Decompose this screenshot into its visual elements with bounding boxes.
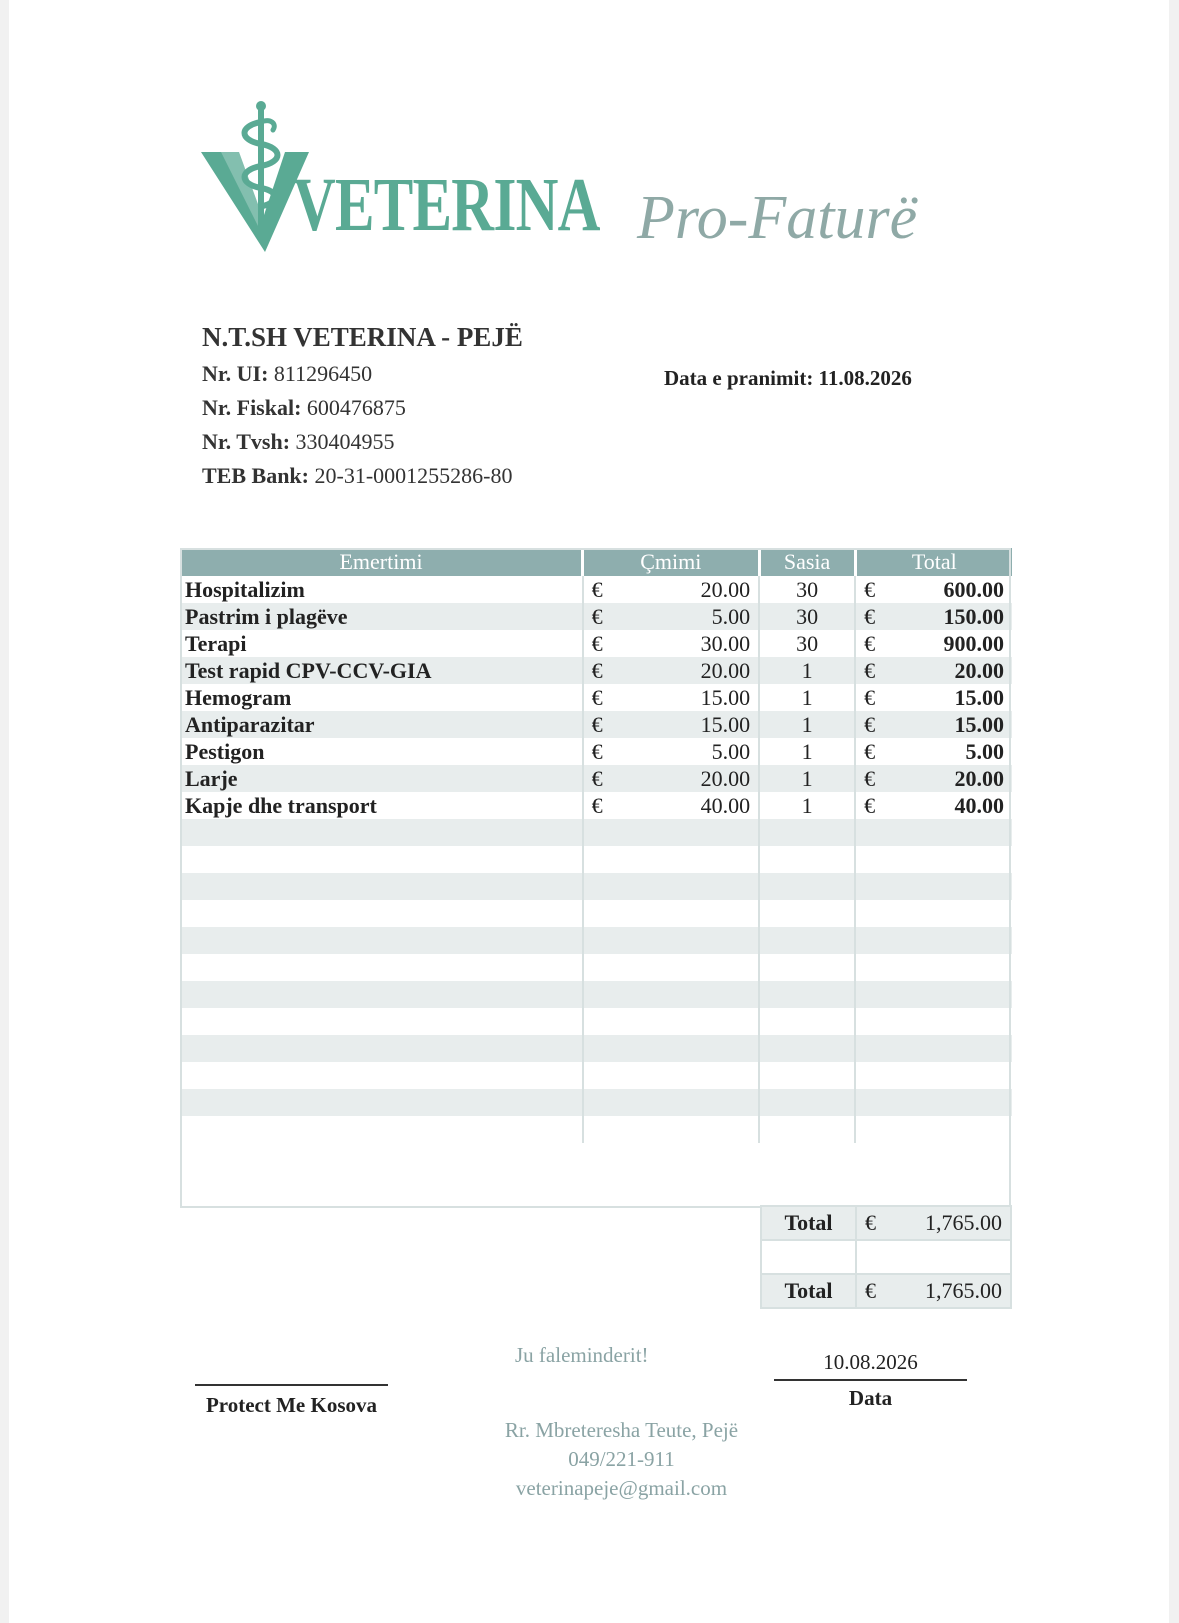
item-total-cell: [855, 711, 1012, 738]
document-title: Pro-Faturë: [637, 184, 918, 252]
empty-cell: [856, 1240, 1011, 1274]
empty-cell: [759, 1035, 855, 1062]
table-row: [181, 630, 1012, 657]
empty-cell: [759, 873, 855, 900]
currency-symbol: €: [591, 765, 603, 791]
email: veterinapeje@gmail.com: [515, 1476, 728, 1500]
item-total: 40.00: [954, 792, 1004, 818]
ui-number: [202, 357, 523, 391]
currency-symbol: €: [864, 576, 876, 602]
veterina-logo: [199, 100, 600, 260]
item-qty: 30: [759, 576, 855, 603]
subtotal-value: 1,765.00: [925, 1210, 1002, 1235]
empty-cell: [181, 1116, 583, 1143]
item-total-cell: [855, 576, 1012, 603]
table-header-row: [181, 548, 1012, 576]
item-total-cell: [855, 603, 1012, 630]
item-price-cell: [583, 603, 760, 630]
empty-cell: [855, 1062, 1012, 1089]
item-total: 15.00: [954, 684, 1004, 710]
item-price-cell: [583, 792, 760, 819]
empty-cell: [583, 927, 760, 954]
currency-symbol: €: [864, 738, 876, 764]
ui-label: Nr. UI:: [202, 361, 269, 386]
address: Rr. Mbreteresha Teute, Pejë: [504, 1418, 739, 1442]
invoice-page: [9, 0, 1169, 1623]
empty-cell: [583, 1062, 760, 1089]
empty-cell: [759, 981, 855, 1008]
item-price-cell: [583, 630, 760, 657]
empty-cell: [855, 819, 1012, 846]
empty-cell: [855, 1035, 1012, 1062]
currency-symbol: €: [864, 684, 876, 710]
empty-cell: [181, 819, 583, 846]
date-label: Data: [848, 1386, 893, 1410]
item-price-cell: [583, 765, 760, 792]
currency-symbol: €: [591, 738, 603, 764]
item-name: Larje: [181, 765, 583, 792]
item-price-cell: [583, 576, 760, 603]
thank-you-note: Ju faleminderit!: [515, 1343, 649, 1367]
item-total: 20.00: [954, 657, 1004, 683]
item-total: 5.00: [965, 738, 1004, 764]
item-price: 30.00: [700, 630, 751, 656]
empty-cell: [855, 1116, 1012, 1143]
empty-cell: [583, 873, 760, 900]
empty-cell: [759, 1062, 855, 1089]
item-name: Pestigon: [185, 738, 265, 764]
empty-row: [181, 981, 1012, 1008]
currency-symbol: €: [864, 711, 876, 737]
empty-cell: [181, 981, 583, 1008]
empty-cell: [583, 819, 760, 846]
date-line: [774, 1379, 967, 1381]
empty-cell: [761, 1240, 856, 1274]
empty-cell: [855, 900, 1012, 927]
header-price: Çmimi: [583, 548, 760, 576]
empty-row: [181, 900, 1012, 927]
empty-cell: [181, 873, 583, 900]
table-row: [181, 684, 1012, 711]
item-total-cell: [855, 738, 1012, 765]
item-name: Hospitalizim: [185, 576, 305, 602]
empty-cell: [759, 900, 855, 927]
empty-cell: [181, 927, 583, 954]
empty-cell: [855, 1089, 1012, 1116]
empty-cell: [855, 846, 1012, 873]
currency-symbol: €: [864, 792, 876, 818]
empty-cell: [583, 1008, 760, 1035]
item-price: 5.00: [711, 603, 751, 629]
empty-cell: [181, 1035, 583, 1062]
table-row: [181, 738, 1012, 765]
item-total: 150.00: [943, 603, 1004, 629]
item-name: Terapi: [185, 630, 247, 656]
company-info: [202, 322, 523, 493]
empty-cell: [181, 1008, 583, 1035]
table-row: [181, 765, 1012, 792]
item-total: 900.00: [943, 630, 1004, 656]
items-table: [181, 548, 1012, 1143]
fiscal-number: [202, 391, 523, 425]
item-qty: 1: [759, 738, 855, 765]
empty-cell: [759, 1008, 855, 1035]
item-price: 15.00: [700, 711, 751, 737]
currency-symbol: €: [864, 603, 876, 629]
empty-cell: [759, 954, 855, 981]
subtotal-box: [760, 1205, 1012, 1275]
empty-row: [181, 819, 1012, 846]
item-name: Kapje dhe transport: [185, 792, 377, 818]
item-qty: 1: [759, 765, 855, 792]
fiscal-label: Nr. Fiskal:: [202, 395, 302, 420]
subtotal-value-cell: [856, 1206, 1011, 1240]
currency-symbol: €: [865, 1278, 876, 1303]
item-price: 20.00: [700, 576, 751, 602]
date-value: 10.08.2026: [823, 1350, 918, 1374]
item-total-cell: [855, 684, 1012, 711]
empty-row: [181, 873, 1012, 900]
table-row: [181, 711, 1012, 738]
item-qty: 1: [759, 792, 855, 819]
empty-cell: [181, 1062, 583, 1089]
header-qty: Sasia: [759, 548, 855, 576]
item-price: 20.00: [700, 657, 751, 683]
empty-cell: [583, 954, 760, 981]
empty-row: [181, 927, 1012, 954]
empty-cell: [583, 1089, 760, 1116]
phone: 049/221-911: [568, 1447, 675, 1471]
currency-symbol: €: [591, 792, 603, 818]
table-row: [181, 576, 1012, 603]
empty-cell: [583, 981, 760, 1008]
empty-cell: [181, 846, 583, 873]
empty-row: [181, 1035, 1012, 1062]
item-total: 20.00: [954, 765, 1004, 791]
empty-cell: [855, 927, 1012, 954]
table-row: [181, 792, 1012, 819]
currency-symbol: €: [864, 630, 876, 656]
empty-cell: [181, 1089, 583, 1116]
item-price-cell: [583, 711, 760, 738]
currency-symbol: €: [591, 711, 603, 737]
item-qty: 1: [759, 657, 855, 684]
empty-cell: [583, 1116, 760, 1143]
item-qty: 1: [759, 711, 855, 738]
empty-row: [181, 954, 1012, 981]
item-total: 600.00: [943, 576, 1004, 602]
empty-cell: [759, 927, 855, 954]
currency-symbol: €: [591, 630, 603, 656]
bank-account: [202, 459, 523, 493]
item-total-cell: [855, 630, 1012, 657]
company-name: N.T.SH VETERINA - PEJË: [202, 322, 523, 352]
total-value: 1,765.00: [925, 1278, 1002, 1303]
item-name: Test rapid CPV-CCV-GIA: [181, 657, 583, 684]
item-qty: 30: [759, 603, 855, 630]
contact-footer: [449, 1416, 794, 1503]
currency-symbol: €: [865, 1210, 876, 1235]
item-name: Pastrim i plagëve: [181, 603, 583, 630]
empty-row: [181, 1062, 1012, 1089]
empty-row: [181, 846, 1012, 873]
item-price: 20.00: [700, 765, 751, 791]
empty-cell: [181, 954, 583, 981]
item-qty: 30: [759, 630, 855, 657]
date-received: Data e pranimit: 11.08.2026: [664, 366, 912, 390]
empty-cell: [759, 1089, 855, 1116]
item-name: Antiparazitar: [181, 711, 583, 738]
empty-cell: [855, 981, 1012, 1008]
total-label: Total: [761, 1274, 856, 1308]
empty-row: [181, 1116, 1012, 1143]
empty-cell: [759, 846, 855, 873]
currency-symbol: €: [591, 684, 603, 710]
header-name: Emertimi: [181, 548, 583, 576]
empty-cell: [759, 1116, 855, 1143]
vat-label: Nr. Tvsh:: [202, 429, 291, 454]
item-price-cell: [583, 684, 760, 711]
item-price-cell: [583, 657, 760, 684]
empty-cell: [583, 1035, 760, 1062]
table-row: [181, 603, 1012, 630]
signature-name: Protect Me Kosova: [205, 1393, 378, 1417]
item-total-cell: [855, 765, 1012, 792]
currency-symbol: €: [864, 657, 876, 683]
header-total: Total: [855, 548, 1012, 576]
empty-row: [181, 1008, 1012, 1035]
vat-value: 330404955: [295, 429, 395, 454]
ui-value: 811296450: [273, 361, 373, 386]
vat-number: [202, 425, 523, 459]
currency-symbol: €: [591, 603, 603, 629]
fiscal-value: 600476875: [306, 395, 406, 420]
empty-cell: [759, 819, 855, 846]
bank-label: TEB Bank:: [202, 463, 309, 488]
empty-cell: [583, 900, 760, 927]
currency-symbol: €: [591, 576, 603, 602]
item-price: 40.00: [700, 792, 751, 818]
empty-cell: [181, 900, 583, 927]
empty-row: [181, 1089, 1012, 1116]
subtotal-label: Total: [761, 1206, 856, 1240]
item-total: 15.00: [954, 711, 1004, 737]
currency-symbol: €: [864, 765, 876, 791]
empty-cell: [583, 846, 760, 873]
signature-line: [195, 1384, 388, 1386]
item-price: 5.00: [711, 738, 751, 764]
empty-cell: [855, 873, 1012, 900]
logo-wordmark: VETERINA: [293, 163, 600, 247]
bank-value: 20-31-0001255286-80: [314, 463, 513, 488]
item-price: 15.00: [700, 684, 751, 710]
item-price-cell: [583, 738, 760, 765]
item-name: Hemogram: [185, 684, 292, 710]
empty-cell: [855, 954, 1012, 981]
currency-symbol: €: [591, 657, 603, 683]
total-value-cell: [856, 1274, 1011, 1308]
item-qty: 1: [759, 684, 855, 711]
table-row: [181, 657, 1012, 684]
total-box: [760, 1273, 1012, 1309]
empty-cell: [855, 1008, 1012, 1035]
item-total-cell: [855, 657, 1012, 684]
item-total-cell: [855, 792, 1012, 819]
